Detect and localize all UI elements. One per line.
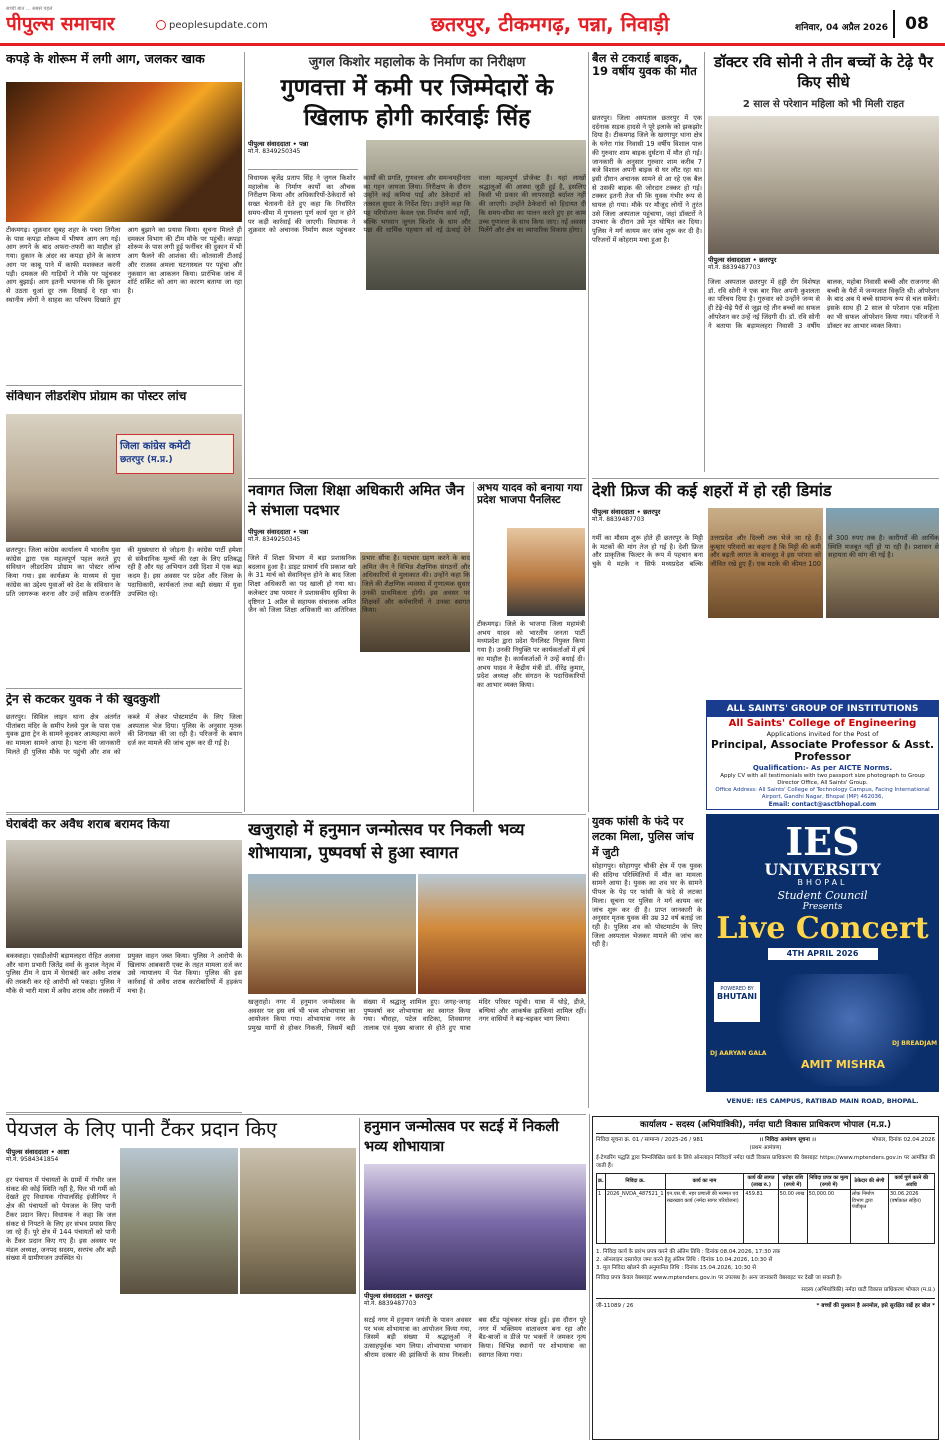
hanuman-body: सटई नगर में हनुमान जयंती के पावन अवसर पर भव्य शोभायात्रा का आयोजन किया गया, जिसमें बड़ी संख्या में श्रद्धालुओं ने उत्साहपूर्वक भाग लिया। शोभायात्रा भगवान श्रीराम दरबार की झांकियों के साथ निकली। बस स्टैंड पहुंचकर संपन्न हुई। इस दौरान पूरे नगर में भक्तिमय वातावरण बना रहा और बैंड-बाजों व डीजे पर भक्तों ने जमकर नृत्य किया। विभिन्न स्थानों पर शोभायात्रा का स्वागत किया गया। [364,1316,586,1359]
ad-invite: Applications invited for the Post of [766,730,879,738]
khajuraho-headline: खजुराहो में हनुमान जन्मोत्सव पर निकली भव्य शोभायात्रा, पुष्पवर्षा से हुआ स्वागत [248,820,525,863]
globe-icon [156,20,166,30]
tender-table [596,1173,935,1244]
byline-place: पन्ना [299,140,309,148]
ad-qualification: Qualification:- As per AICTE Norms. [752,764,893,772]
tender-cell: एन.एस.पी. नहर प्रणाली की मरम्मत एवं रखरखाव कार्य (नर्मदा सागर परियोजना) [665,1190,744,1244]
artist-3: DJ BREADJAM [892,1040,938,1047]
water-body: हर पंचायत में पंचायतों के ग्रामों में गंभीर जल संकट की कोई स्थिति नहीं है, फिर भी गर्मी को देखते हुए विधायक गोपालसिंह इंजीनियर ने क्षेत्र की पंचायतों को पेयजल के लिए पानी टैंकर प्रदान किए। विधायक ने कहा कि जल संकट से निपटने के लिए हर संभव प्रयास किए जा रहे हैं। पूरे क्षेत्र में 144 पंचायतों को पानी के टैंकर प्रदान किए गए हैं। इस अवसर पर मंडल अध्यक्ष, जनपद सदस्य, सरपंच और बड़ी संख्या में ग्रामीणजन उपस्थित थे। [6,1176,116,1263]
bike-body: छतरपुर। जिला अस्पताल छतरपुर में एक दर्दनाक सड़क हादसे ने पूरे इलाके को झकझोर दिया है। टीकमगढ़ जिले के खरगापुर थाना क्षेत्र के घनेरा गांव निवासी 19 वर्षीय विशाल पाल की गुरुवार शाम बाइक दुर्घटना में मौत हो गई। जानकारी के अनुसार गुरुवार शाम करीब 7 बजे विशाल अपनी बाइक से घर लौट रहा था। इसी दौरान अचानक सामने से आ रहे एक बैल से उसकी बाइक की जोरदार टक्कर हो गई। टक्कर इतनी तेज थी कि युवक गंभीर रूप से घायल हो गया। मौके पर मौजूद लोगों ने तुरंत उसे जिला अस्पताल पहुंचाया, जहां डॉक्टरों ने उपचार के दौरान उसे मृत घोषित कर दिया। पुलिस ने मर्ग कायम कर जांच शुरू कर दी है। परिजनों में कोहराम मचा हुआ है। [592,114,702,244]
byline-name: पीपुल्स संवाददाता [364,1292,407,1300]
story-faansi [592,814,702,1106]
ad-posts: Principal, Associate Professor & Asst. Professor [711,739,934,763]
byline-mobile: मो.नं. 9584341854 [6,1156,59,1164]
tender-office: कार्यालय - सदस्य (अभियांत्रिकी), नर्मदा घाटी विकास प्राधिकरण भोपाल (म.प्र.) [596,1120,935,1134]
ad-all-saints [706,700,939,810]
sharab-headline: घेराबंदी कर अवैध शराब बरामद किया [6,818,170,831]
tender-code: जी-11089 / 26 [596,1303,634,1309]
tender-header-cell: निविदा प्रपत्र का मूल्य (रुपये में) [807,1174,850,1190]
story-fridge [592,482,939,696]
byline-place: छतरपुर [643,508,661,516]
doctor-headline: डॉक्टर रवि सोनी ने तीन बच्चों के टेढ़े पैर किए सीधे [713,53,934,92]
tender-note: 2. ऑनलाइन दस्तावेज़ जमा करने हेतु अंतिम तिथि : दिनांक 10.04.2026, 10:30 से [596,1257,773,1263]
tender-notice [592,1116,939,1440]
byline-place: छतरपुर [759,256,777,264]
story-sanvidhan [6,390,242,685]
edition-date: शनिवार, 04 अप्रैल 2026 [795,23,888,33]
banner-title: जिला कांग्रेस कमेटी [120,441,191,452]
story-hanuman [364,1118,586,1440]
tender-notes [596,1248,935,1272]
tender-cell: 50.00 लाख [778,1190,807,1244]
byline-mobile: मो.नं. 8839487703 [592,516,645,524]
byline-place: आष्टा [57,1148,70,1156]
abhay-body: टीकमगढ़। जिले के भाजपा जिला महामंत्री अभय यादव को भारतीय जनता पार्टी मध्यप्रदेश द्वारा प्रदेश पैनलिस्ट नियुक्त किया गया है। उनकी नियुक्ति पर कार्यकर्ताओं में हर्ष का माहौल है। कार्यकर्ताओं ने उन्हें बधाई दी। अभय यादव ने केंद्रीय मंत्री डॉ. वीरेंद्र कुमार, प्रदेश अध्यक्ष और संगठन के पदाधिकारियों का आभार व्यक्त किया। [477,620,585,689]
sanvidhan-headline: संविधान लीडरशिप प्रोग्राम का पोस्टर लांच [6,390,187,403]
doctor-byline: पीपुल्स संवाददाता • छतरपुर मो.नं. 8839487703 [708,256,939,274]
tender-note: 3. मूल निविदा खोलने की अनुमानित तिथि : दिनांक 15.04.2026, 10:30 से [596,1265,756,1271]
banner-sub: छतरपुर (म.प्र.) [120,455,173,465]
deo-body: जिले में शिक्षा विभाग में बड़ा प्रशासनिक बदलाव हुआ है। डाइट प्राचार्य रवि प्रकाश खरे के 31 मार्च को सेवानिवृत्त होने के बाद जिला शिक्षा अधिकारी का पद खाली हो गया था। कलेक्टर उषा परमार ने प्रशासकीय सुविधा के दृष्टिगत 1 अप्रैल से सहायक संचालक अमित जैन को जिला शिक्षा अधिकारी का अतिरिक्त प्रभार सौंपा है। पदभार ग्रहण करने के बाद अमित जैन ने विभिन्न शैक्षणिक संगठनों और अधिकारियों से मुलाकात की। उन्होंने कहा कि जिले की शैक्षणिक व्यवस्था में गुणात्मक सुधार उनकी प्राथमिकता होगी। इस अवसर पर शिक्षकों और कर्मचारियों ने उनका स्वागत किया। [248,554,470,615]
powered-label: POWERED BY [720,986,754,992]
water-headline: पेयजल के लिए पानी टैंकर प्रदान किए [6,1118,277,1141]
tender-header-cell: ठेकेदार की श्रेणी [850,1174,888,1190]
website-link[interactable] [156,18,286,32]
story-bike [592,52,702,477]
tender-header-cell: क्र. [597,1174,606,1190]
ad-college-name: All Saints' College of Engineering [728,718,917,729]
ad-address: Office Address: All Saints' College of Technology Campus, Facing International Airport, Gandhi Nagar, Bhopal (MP) 462036, [715,787,930,800]
byline-place: पन्ना [299,528,309,536]
story-train [6,693,242,808]
tender-header-cell: कार्य का नाम [665,1174,744,1190]
hanuman-headline: हनुमान जन्मोत्सव पर सटई में निकली भव्य शोभायात्रा [364,1119,559,1155]
brand-logo: पीपुल्स समाचार [6,13,115,35]
story-doctor [708,52,939,477]
byline-place: छतरपुर [415,1292,433,1300]
ies-university: UNIVERSITY [764,860,881,879]
story-water [6,1118,356,1440]
byline-name: पीपुल्स संवाददाता [6,1148,49,1156]
ies-event: Live Concert [716,911,929,946]
train-headline: ट्रेन से कटकर युवक ने की खुदकुशी [6,693,160,706]
faansi-body: सोहागपुर। सोहागपुर चौकी क्षेत्र में एक युवक की संदिग्ध परिस्थितियों में मौत का मामला सामने आया है। युवक का शव घर के सामने पीपल के पेड़ पर फांसी के फंदे से लटका मिला। सूचना पर पुलिस ने मर्ग कायम कर जांच शुरू कर दी है। प्राप्त जानकारी के अनुसार मृतक युवक की उम्र 32 वर्ष बताई जा रही है। पुलिस शव को पोस्टमार्टम के लिए जिला अस्पताल भेजकर मामले की जांच कर रही है। [592,862,702,949]
byline-mobile: मो.नं. 8839487703 [364,1300,417,1308]
ad-group-name: ALL SAINTS' GROUP OF INSTITUTIONS [707,701,938,717]
ies-date: 4TH APRIL 2026 [768,948,878,960]
tender-note: 1. निविदा कार्य के प्रारंभ प्रपत्र करने की अंतिम तिथि : दिनांक 08.04.2026, 17:30 तक [596,1249,781,1255]
tender-header-cell: कार्य पूर्ण करने की अवधि [888,1174,934,1190]
jugal-byline: पीपुल्स संवाददाता • पन्ना मो.नं. 8349250345 [248,140,358,170]
jugal-kicker: जुगल किशोर महालोक के निर्माण का निरीक्षण [308,55,526,70]
artist-2: AMIT MISHRA [800,1058,886,1071]
ies-venue: VENUE: IES CAMPUS, RATIBAD MAIN ROAD, BHOPAL. [706,1092,939,1110]
fridge-byline: पीपुल्स संवाददाता • छतरपुर मो.नं. 8839487703 [592,508,702,532]
doctor-subhead: 2 साल से परेशान महिला को भी मिली राहत [742,99,905,110]
story-abhay [477,482,585,812]
water-body-continued [120,1298,356,1436]
ies-council: Student Council [777,889,868,902]
ies-city: BHOPAL [797,878,848,887]
abhay-headline: अभय यादव को बनाया गया प्रदेश भाजपा पैनलिस्ट [477,482,583,507]
water-photo-1 [120,1148,238,1294]
doctor-photo [708,116,939,254]
jugal-headline: गुणवत्ता में कमी पर जिम्मेदारों के खिलाफ होगी कार्रवाईः सिंह [280,75,554,131]
bike-headline: बैल से टकराई बाइक, 19 वर्षीय युवक की मौत [592,52,697,79]
tender-cell: 2026_NVDA_487521_1 [605,1190,665,1244]
tender-slogan: * बच्चों की मुस्कान है अनमोल, इसे सुरक्षित रखें हर बोल * [816,1303,935,1309]
abhay-photo [507,528,585,616]
sanvidhan-body: छतरपुर। जिला कांग्रेस कार्यालय में भारतीय युवा कांग्रेस द्वारा एक महत्वपूर्ण पहल करते हुए संविधान लीडरशिप प्रोग्राम का पोस्टर लॉन्च किया गया। इस कार्यक्रम के माध्यम से युवा कांग्रेस का उद्देश्य युवाओं को देश के संविधान के प्रति जागरूक करना और उन्हें सक्रिय राजनीति की मुख्यधारा से जोड़ना है। कांग्रेस पार्टी हमेशा से संवैधानिक मूल्यों की रक्षा के लिए प्रतिबद्ध रही है और यह अभियान उसी दिशा में एक बड़ा कदम है। इस अवसर पर प्रदेश और जिला के पदाधिकारी, कार्यकर्ता तथा बड़ी संख्या में युवा उपस्थित रहे। [6,546,242,598]
website-url: peoplesupdate.com [169,19,268,31]
tender-cell: 1 [597,1190,606,1244]
jugal-body: विधायक बृजेंद्र प्रताप सिंह ने जुगल किशोर महालोक के निर्माण कार्यों का औचक निरीक्षण किया और अधिकारियों-ठेकेदारों को सख्त चेतावनी देते हुए कहा कि निर्धारित समय-सीमा में गुणवत्ता पूर्ण कार्य पूरा न होने पर कड़ी कार्रवाई की जाएगी। विधायक ने शुक्रवार को अचानक निर्माण स्थल पहुंचकर कार्यों की प्रगति, गुणवत्ता और समन्वयहीनता का गहन जायजा लिया। निरीक्षण के दौरान उन्होंने कई कमियां पाईं और ठेकेदारों को तत्काल सुधार के निर्देश दिए। उन्होंने कहा कि यह परियोजना केवल एक निर्माण कार्य नहीं, बल्कि भगवान जुगल किशोर के धाम और पन्ना की धार्मिक पहचान को नई ऊंचाई देने वाला महत्वपूर्ण प्रोजेक्ट है। यहां लाखों श्रद्धालुओं की आस्था जुड़ी हुई है, इसलिए किसी भी प्रकार की लापरवाही बर्दाश्त नहीं की जाएगी। उन्होंने ठेकेदारों को हिदायत दी कि समय-सीमा का पालन करते हुए हर काम उच्च गुणवत्ता के साथ किया जाए। नई अवसर मिलेंगे और क्षेत्र का व्यापारिक विकास होगा। [248,174,586,235]
sanvidhan-banner [116,434,234,474]
tender-number: निविदा सूचना क्र. 01 / सामान्य / 2025-26 / 981 [596,1137,704,1143]
tender-row [597,1190,935,1244]
byline-name: पीपुल्स संवाददाता [592,508,635,516]
masthead [0,0,945,46]
ies-title: IES [785,819,860,864]
tender-header-cell: धरोहर राशि (रुपये में) [778,1174,807,1190]
tender-cell: 50,000.00 [807,1190,850,1244]
fire-body: टीकमगढ़। शुक्रवार सुबह शहर के पचरा तिगैला के पास कपड़ा शोरूम में भीषण आग लग गई। आग लगने के बाद अफरा-तफरी का माहौल हो गया। दुकान के अंदर का कपड़ा होने के कारण आग पर काबू पाने में काफी मशक्कत करनी पड़ी। दमकल की गाड़ियों ने मौके पर पहुंचकर आग बुझाई। आग इतनी भयानक थी कि दुकान से उठता धुआं दूर तक दिखाई दे रहा था। स्थानीय लोगों ने साहस का परिचय दिखाते हुए आग बुझाने का प्रयास किया। सूचना मिलते ही दमकल विभाग की टीम मौके पर पहुंची। कपड़ा शोरूम के पास लगी हुई फर्नीचर की दुकान में भी आग फैलने की आशंका थी। कोतवाली टीआई और राजस्व अमला घटनास्थल पर पहुंचा और नुकसान का आकलन किया। प्रारंभिक जांच में शॉर्ट सर्किट को आग का कारण बताया जा रहा है। [6,226,242,304]
byline-mobile: मो.नं. 8839487703 [708,264,761,272]
story-jugal [248,52,586,477]
fridge-headline: देशी फ्रिज की कई शहरों में हो रही डिमांड [592,482,832,500]
story-khajuraho [248,818,586,1110]
tender-place-date: भोपाल, दिनांक 02.04.2026 [871,1137,935,1143]
byline-mobile: मो.नं. 8349250345 [248,148,301,156]
story-sharab [6,818,242,1118]
fridge-body: गर्मी का मौसम शुरू होते ही छतरपुर के मिट्टी के मटकों की मांग तेज हो गई है। देशी फ्रिज और प्राकृतिक फिल्टर के रूप में पहचान बना चुके ये मटके न सिर्फ मध्यप्रदेश बल्कि उत्तरप्रदेश और दिल्ली तक भेजे जा रहे हैं। कुम्हार परिवारों का कहना है कि मिट्टी की कमी और बढ़ती लागत के बावजूद वे इस परंपरा को जीवित रखे हुए हैं। एक मटके की कीमत 100 से 300 रुपए तक है। कारीगरों की आर्थिक स्थिति मजबूत नहीं हो पा रही है। प्रशासन से सहायता की मांग की गई है। [592,534,939,569]
ies-powered [714,982,760,1022]
masthead-tagline: सच्ची बात ... सबसे पहले [6,6,53,12]
train-body: छतरपुर। सिविल लाइन थाना क्षेत्र अंतर्गत पीतांबरा मंदिर के समीप रेलवे पुल के पास एक युवक द्वारा ट्रेन के सामने कूदकर आत्महत्या करने का मामला सामने आया है। घटना की जानकारी मिलते ही पुलिस मौके पर पहुंची और शव को कब्जे में लेकर पोस्टमार्टम के लिए जिला अस्पताल भेज दिया। पुलिस के अनुसार मृतक की शिनाख्त की जा रही है। परिजनों के बयान दर्ज कर मामले की जांच शुरू कर दी गई है। [6,713,242,756]
khajuraho-photo-1 [248,874,416,994]
sharab-body: बकस्वाहा। एसडीओपी बड़ामलहरा रोहित अलावा और थाना प्रभारी जितेंद्र वर्मा के कुशल नेतृत्व में पुलिस टीम ने ग्राम में घेराबंदी कर अवैध शराब की तस्करी कर रहे आरोपी को पकड़ा। पुलिस ने मौके से भारी मात्रा में अवैध शराब और तस्करी में प्रयुक्त वाहन जब्त किया। पुलिस ने आरोपी के खिलाफ आबकारी एक्ट के तहत मामला दर्ज कर उसे न्यायालय में पेश किया। पुलिस की इस कार्रवाई से अवैध शराब कारोबारियों में हड़कंप मचा है। [6,952,242,995]
ies-presents: Presents [802,902,843,912]
byline-mobile: मो.नं. 8349250345 [248,536,301,544]
byline-name: पीपुल्स संवाददाता [708,256,751,264]
tender-cell: 459.81 [744,1190,778,1244]
tender-header-cell: कार्य की लागत (लाख रु.) [744,1174,778,1190]
ad-apply: Apply CV with all testimonials with two passport size photograph to Group Director Office, All Saints' Group. [720,773,925,786]
tender-title: ।। निविदा आमंत्रण सूचना ।। [759,1137,816,1143]
tender-footnote: निविदा प्रपत्र केवल वेबसाइट www.mptenders.gov.in पर उपलब्ध है। अन्य जानकारी वेबसाइट पर देखी जा सकती है। [596,1275,842,1281]
byline-name: पीपुल्स संवाददाता [248,528,291,536]
tender-cell: 30.06.2026 (वर्षाकाल सहित) [888,1190,934,1244]
hanuman-photo [364,1164,586,1290]
hanuman-byline: पीपुल्स संवाददाता • छतरपुर मो.नं. 8839487703 [364,1292,474,1314]
water-byline: पीपुल्स संवाददाता • आष्टा मो.नं. 9584341854 [6,1148,116,1172]
sponsor-name: BHUTANI [717,992,757,1001]
sharab-photo [6,840,242,948]
page-number: 08 [893,10,939,38]
tender-sub: (प्रथम आमंत्रण) [749,1145,782,1151]
water-photo-2 [240,1148,356,1294]
fire-photo [6,82,242,222]
artist-1: DJ AARYAN GALA [710,1050,767,1057]
edition-districts: छतरपुर, टीकमगढ़, पन्ना, निवाड़ी [430,12,670,36]
tender-intro: ई-टेण्डरिंग पद्धति द्वारा निम्नलिखित कार्य के लिये ऑनलाइन निविदायें नर्मदा घाटी विकास प्राधिकरण की वेबसाइट https://www.mptenders.gov.in पर आमंत्रित की जाती हैं। [596,1155,935,1169]
doctor-body: जिला अस्पताल छतरपुर में हड्डी रोग विशेषज्ञ डॉ. रवि सोनी ने एक बार फिर अपनी कुशलता का परिचय दिया है। गुरुवार को उन्होंने जन्म से ही टेढ़े-मेढ़े पैरों से जूझ रहे तीन बच्चों का सफल ऑपरेशन कर उन्हें नई जिंदगी दी। डॉ. रवि सोनी ने बताया कि बड़ामलहरा निवासी 3 वर्षीय बालक, महोबा निवासी बच्ची और राजनगर की बच्ची के पैरों में जन्मजात विकृति थी। ऑपरेशन के बाद अब ये बच्चे सामान्य रूप से चल सकेंगे। इसके साथ ही 2 साल से परेशान एक महिला का भी सफल ऑपरेशन किया गया। परिजनों ने डॉक्टर का आभार व्यक्त किया। [708,278,939,330]
story-fire [6,52,242,382]
sanvidhan-photo [6,414,242,542]
masthead-brand [6,6,176,40]
tender-sign: सदस्य (अभियांत्रिकी) नर्मदा घाटी विकास प्राधिकरण भोपाल (म.प्र.) [801,1286,935,1293]
faansi-headline: युवक फांसी के फंदे पर लटका मिला, पुलिस जांच में जुटी [592,815,694,859]
fire-headline: कपड़े के शोरूम में लगी आग, जलकर खाक [6,52,205,66]
tender-header-cell: निविदा क्र. [605,1174,665,1190]
deo-byline: पीपुल्स संवाददाता • पन्ना मो.नं. 8349250345 [248,528,470,552]
khajuraho-photo-2 [418,874,586,994]
ad-email[interactable]: Email: contact@asctbhopal.com [768,801,877,808]
byline-name: पीपुल्स संवाददाता [248,140,291,148]
ad-ies-concert [706,814,939,1110]
deo-headline: नवागत जिला शिक्षा अधिकारी अमित जैन ने संभाला पदभार [248,483,465,519]
story-deo [248,482,470,812]
tender-cell: लोक निर्माण विभाग द्वारा पंजीकृत [850,1190,888,1244]
khajuraho-body: खजुराहो। नगर में हनुमान जन्मोत्सव के अवसर पर इस वर्ष भी भव्य शोभायात्रा का आयोजन किया गया। शोभायात्रा नगर के प्रमुख मार्गों से होकर निकली, जिसमें बड़ी संख्या में श्रद्धालु शामिल हुए। जगह-जगह पुष्पवर्षा कर शोभायात्रा का स्वागत किया गया। चौराहा, पटेल वाटिका, शिवसागर तालाब एवं मुख्य बाजार से होते हुए यात्रा मंदिर परिसर पहुंची। यात्रा में घोड़े, डीजे, बग्घियां और आकर्षक झांकियां शामिल रहीं। नगर वासियों ने बढ़-चढ़कर भाग लिया। [248,998,586,1033]
